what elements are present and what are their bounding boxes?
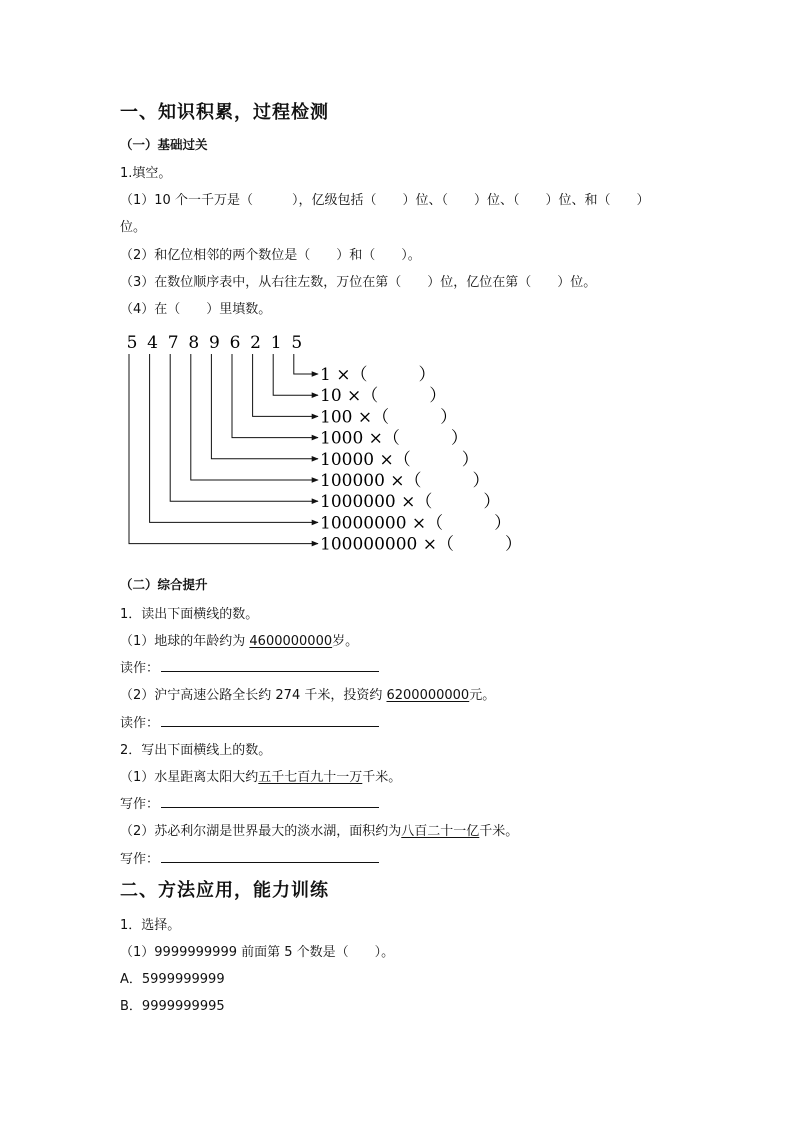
underlined-number: 五千七百九十一万 — [258, 770, 363, 785]
row-label-4[interactable]: 10000 ×（ ） — [320, 449, 479, 470]
underlined-number: 6200000000 — [386, 688, 470, 703]
connector-line-6 — [170, 354, 318, 501]
row-label-1[interactable]: 10 ×（ ） — [320, 386, 447, 407]
connector-line-0 — [294, 354, 318, 374]
q1-4: （4）在（ ）里填数。 — [120, 302, 272, 317]
section2-title: 二、方法应用，能力训练 — [120, 880, 329, 901]
row-label-5[interactable]: 100000 ×（ ） — [320, 471, 490, 491]
answer-line[interactable] — [161, 862, 379, 863]
underlined-number: 八百二十一亿 — [401, 824, 480, 839]
s2-q1-title: 1．选择。 — [120, 918, 181, 933]
digit-8: 5 — [291, 333, 303, 353]
q1-1-line-b: 位。 — [120, 220, 147, 235]
q-text: 千米。 — [362, 770, 402, 785]
connector-line-1 — [273, 354, 318, 395]
digit-4: 9 — [208, 333, 220, 353]
answer-line[interactable] — [161, 807, 379, 808]
q1-1-line-a: （1）10 个一千万是（ ），亿级包括（ ）位、（ ）位、（ ）位、和（ ） — [120, 193, 650, 208]
q-text: 元。 — [469, 688, 496, 703]
q1-title: 1.填空。 — [120, 166, 172, 181]
option-b[interactable]: B．9999999995 — [120, 999, 225, 1014]
sub2-q2-2 — [120, 820, 518, 839]
place-value-diagram — [110, 328, 530, 558]
digit-1: 4 — [147, 333, 159, 353]
write-label: 写作： — [120, 797, 160, 812]
digit-0: 5 — [126, 333, 138, 353]
sub2-q2-title: 2．写出下面横线上的数。 — [120, 743, 272, 758]
row-label-7[interactable]: 10000000 ×（ ） — [320, 513, 512, 534]
s2-q1-1: （1）9999999999 前面第 5 个数是（ ）。 — [120, 945, 395, 960]
q-text: （2）沪宁高速公路全长约 274 千米，投资约 — [120, 688, 387, 703]
sub2-q1-title: 1．读出下面横线的数。 — [120, 607, 259, 622]
read-label: 读作： — [120, 716, 160, 731]
answer-line[interactable] — [161, 671, 379, 672]
q-text: 岁。 — [332, 634, 359, 649]
section1-title: 一、知识积累，过程检测 — [120, 102, 329, 123]
connector-line-7 — [150, 354, 318, 522]
q1-3: （3）在数位顺序表中，从右往左数，万位在第（ ）位，亿位在第（ ）位。 — [120, 275, 597, 290]
digit-6: 2 — [250, 333, 262, 353]
answer-line[interactable] — [161, 726, 379, 727]
row-label-8[interactable]: 100000000 ×（ ） — [320, 534, 522, 555]
q-text: 千米。 — [479, 824, 519, 839]
q1-2: （2）和亿位相邻的两个数位是（ ）和（ ）。 — [120, 248, 421, 263]
row-label-6[interactable]: 1000000 ×（ ） — [320, 492, 501, 513]
digit-3: 8 — [188, 333, 200, 353]
option-a[interactable]: A．5999999999 — [120, 972, 225, 987]
read-label: 读作： — [120, 661, 160, 676]
underlined-number: 4600000000 — [249, 634, 333, 649]
connector-line-5 — [191, 354, 318, 480]
q-text: （2）苏必利尔湖是世界最大的淡水湖，面积约为 — [120, 824, 402, 839]
row-label-0[interactable]: 1 ×（ ） — [320, 365, 436, 385]
digit-7: 1 — [270, 333, 282, 353]
connector-line-2 — [253, 354, 318, 416]
row-label-3[interactable]: 1000 ×（ ） — [320, 428, 468, 449]
connector-line-3 — [232, 354, 318, 438]
q-text: （1）地球的年龄约为 — [120, 634, 250, 649]
sub2-q1-2 — [120, 684, 495, 703]
sub2-q2-1 — [120, 766, 401, 785]
digit-2: 7 — [167, 333, 179, 353]
row-label-2[interactable]: 100 ×（ ） — [320, 407, 458, 428]
write-label: 写作： — [120, 852, 160, 867]
digit-5: 6 — [229, 333, 241, 353]
connector-line-8 — [129, 354, 318, 544]
connector-line-4 — [211, 354, 318, 459]
q-text: （1）水星距离太阳大约 — [120, 770, 259, 785]
sub2-q1-1 — [120, 630, 358, 649]
sub1-title: （一）基础过关 — [120, 137, 208, 152]
sub2-title: （二）综合提升 — [120, 577, 208, 592]
